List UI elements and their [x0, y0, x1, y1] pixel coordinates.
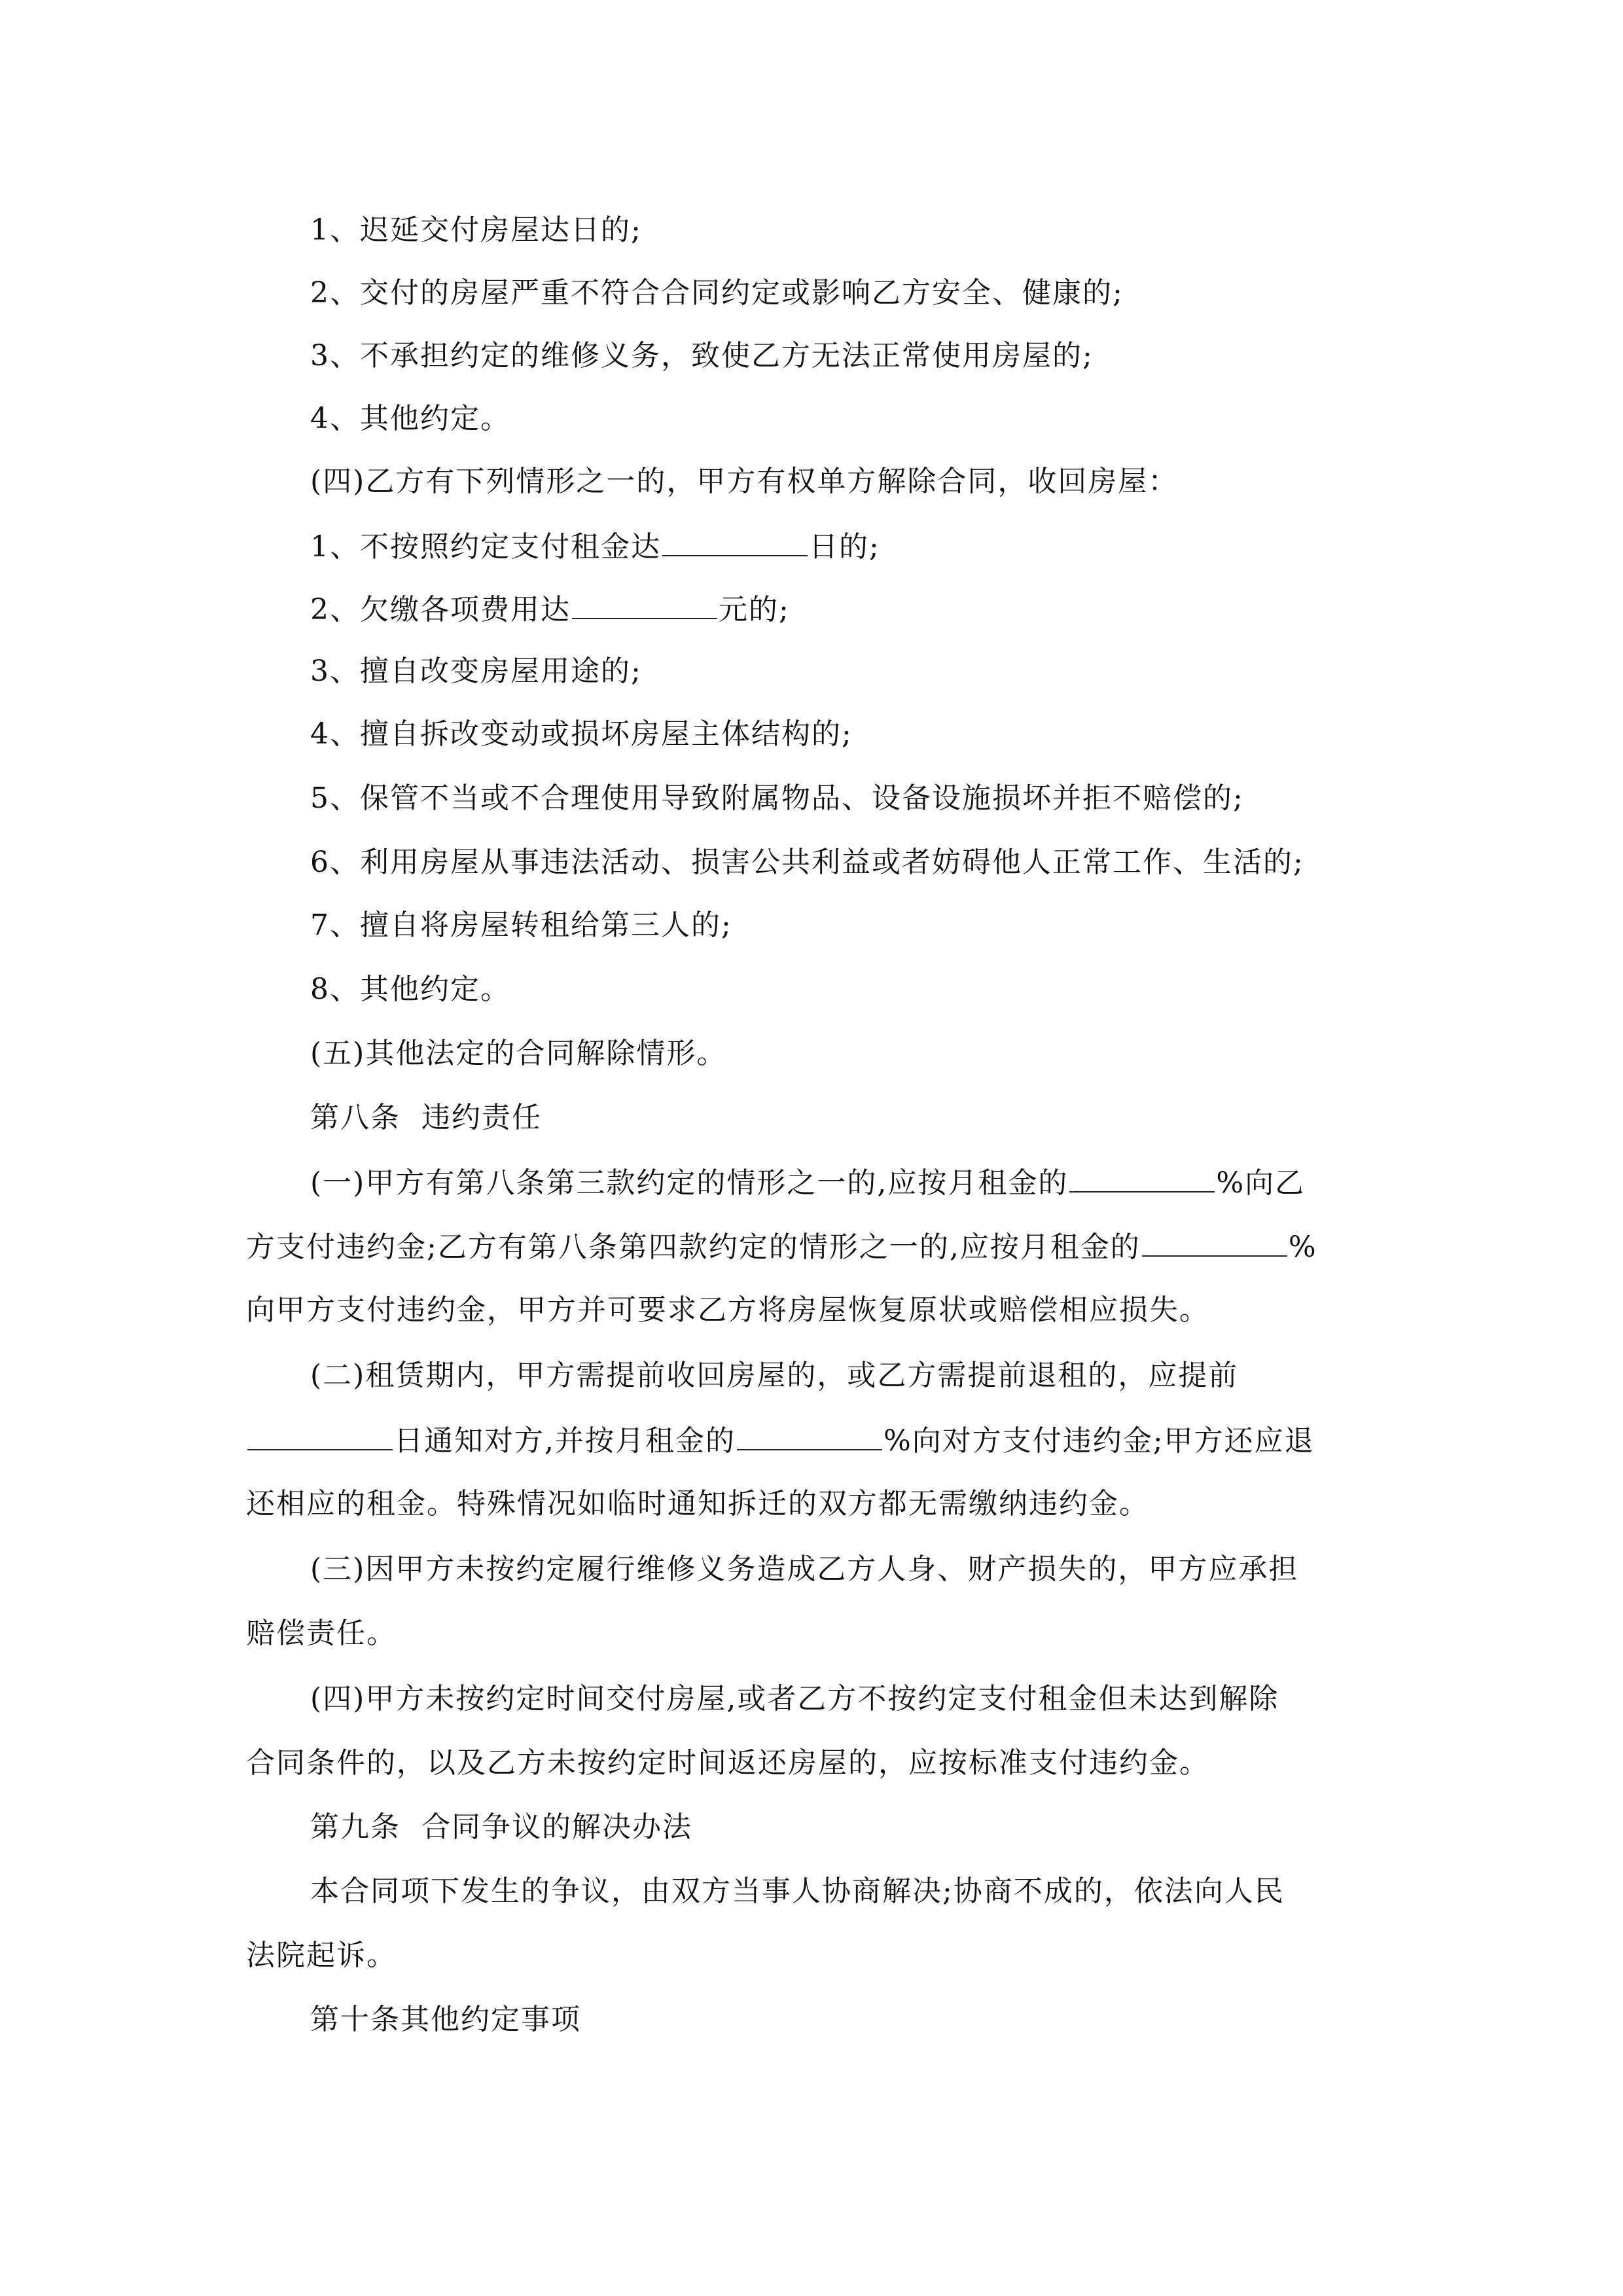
section-heading: (四)乙方有下列情形之一的，甲方有权单方解除合同，收回房屋：: [310, 465, 1179, 498]
clause-line: 1、不按照约定支付租金达 日的;: [310, 526, 880, 567]
paragraph-line: 方支付违约金;乙方有第八条第四款约定的情形之一的,应按月租金的 %: [246, 1227, 1317, 1267]
paragraph-line: 赔偿责任。: [246, 1617, 397, 1650]
clause-line: 4、擅自拆改变动或损坏房屋主体结构的;: [310, 717, 853, 751]
paragraph-line: 法院起诉。: [246, 1939, 397, 1972]
fill-in-blank[interactable]: [247, 1420, 393, 1450]
fill-in-blank[interactable]: [1069, 1162, 1215, 1193]
article-heading: 第十条其他约定事项: [310, 2003, 581, 2036]
fill-in-blank[interactable]: [572, 589, 717, 619]
article-heading: 第九条 合同争议的解决办法: [310, 1810, 692, 1844]
paragraph-line: (一)甲方有第八条第三款约定的情形之一的,应按月租金的 %向乙: [310, 1162, 1305, 1203]
clause-line: 6、利用房屋从事违法活动、损害公共利益或者妨碍他人正常工作、生活的;: [310, 846, 1304, 879]
fill-in-blank[interactable]: [737, 1420, 882, 1450]
paragraph-line: 向甲方支付违约金，甲方并可要求乙方将房屋恢复原状或赔偿相应损失。: [246, 1293, 1209, 1327]
paragraph-line: 本合同项下发生的争议，由双方当事人协商解决;协商不成的，依法向人民: [310, 1874, 1285, 1908]
clause-line: 5、保管不当或不合理使用导致附属物品、设备设施损坏并拒不赔偿的;: [310, 781, 1244, 815]
clause-line: 2、交付的房屋严重不符合合同约定或影响乙方安全、健康的;: [310, 276, 1124, 310]
clause-line: 3、擅自改变房屋用途的;: [310, 655, 642, 688]
clause-line: 4、其他约定。: [310, 402, 510, 435]
paragraph-line: (四)甲方未按约定时间交付房屋,或者乙方不按约定支付租金但未达到解除: [310, 1682, 1279, 1715]
clause-line: 2、欠缴各项费用达 元的;: [310, 589, 790, 630]
fill-in-blank[interactable]: [662, 526, 808, 556]
paragraph-line: 合同条件的，以及乙方未按约定时间返还房屋的，应按标准支付违约金。: [246, 1746, 1209, 1780]
clause-line: 7、擅自将房屋转租给第三人的;: [310, 908, 732, 942]
clause-line: 3、不承担约定的维修义务，致使乙方无法正常使用房屋的;: [310, 339, 1094, 372]
article-heading: 第八条 违约责任: [310, 1101, 542, 1134]
paragraph-line: 日通知对方,并按月租金的 %向对方支付违约金;甲方还应退: [246, 1420, 1315, 1461]
clause-line: 1、迟延交付房屋达日的;: [310, 213, 642, 247]
paragraph-line: 还相应的租金。特殊情况如临时通知拆迁的双方都无需缴纳违约金。: [246, 1487, 1149, 1520]
paragraph-line: (二)租赁期内，甲方需提前收回房屋的，或乙方需提前退租的，应提前: [310, 1359, 1239, 1392]
section-heading: (五)其他法定的合同解除情形。: [310, 1037, 727, 1070]
fill-in-blank[interactable]: [1142, 1227, 1287, 1257]
paragraph-line: (三)因甲方未按约定履行维修义务造成乙方人身、财产损失的，甲方应承担: [310, 1552, 1299, 1586]
clause-line: 8、其他约定。: [310, 973, 510, 1006]
